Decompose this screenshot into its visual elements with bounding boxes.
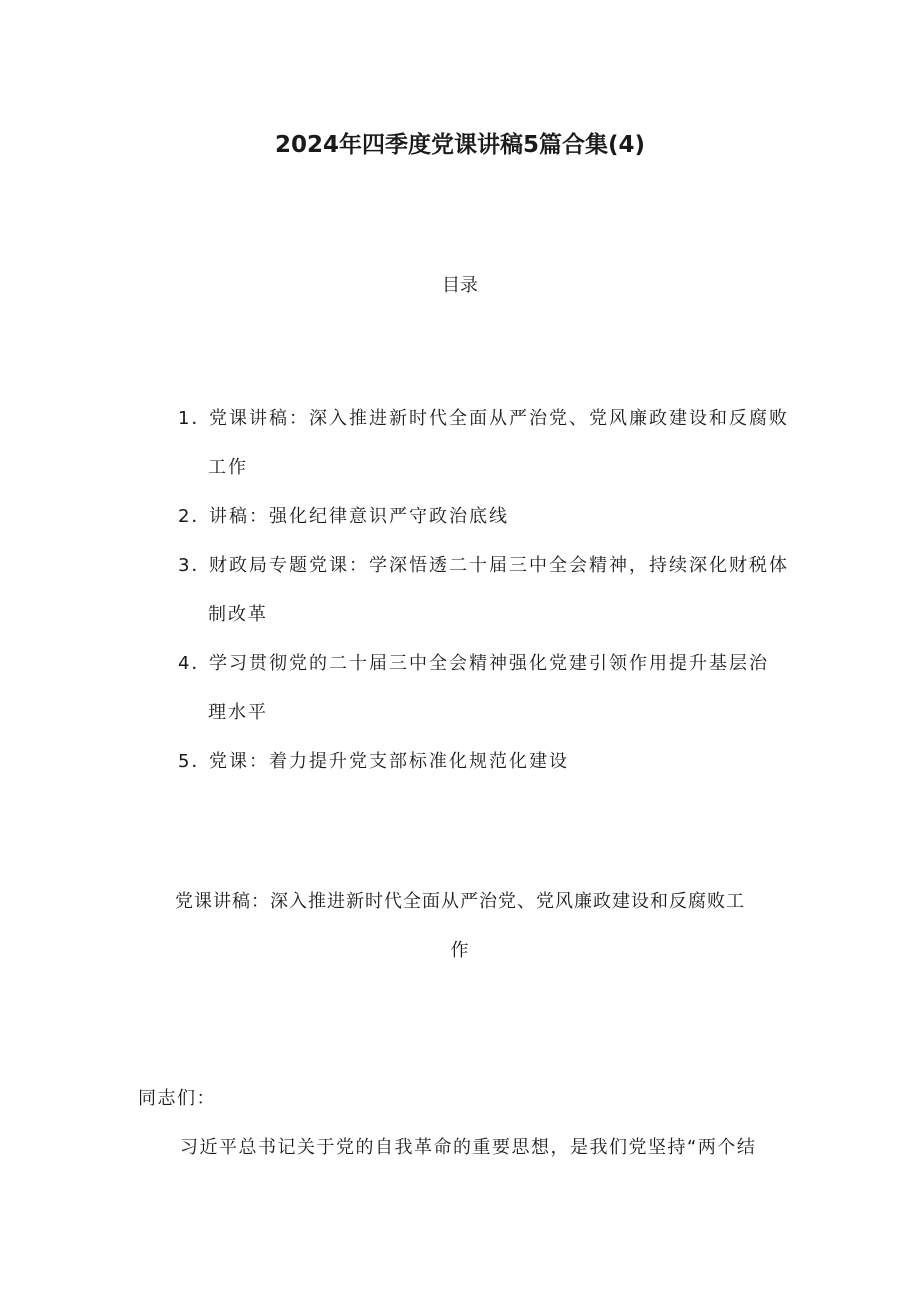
toc-item-text: 党课：着力提升党支部标准化规范化建设 — [209, 751, 569, 772]
toc-item-text: 学习贯彻党的二十届三中全会精神强化党建引领作用提升基层治 — [209, 653, 769, 674]
toc-item-4-continuation: 理水平 — [208, 702, 268, 723]
toc-item-4[interactable] — [178, 653, 769, 675]
toc-item-text: 讲稿：强化纪律意识严守政治底线 — [209, 506, 509, 527]
toc-item-number: 4． — [178, 653, 212, 674]
toc-heading: 目录 — [442, 275, 478, 296]
salutation: 同志们： — [138, 1088, 216, 1109]
toc-item-number: 5． — [178, 751, 212, 772]
section-title-continuation: 作 — [450, 940, 470, 961]
toc-item-number: 2． — [178, 506, 212, 527]
toc-item-text: 财政局专题党课：学深悟透二十届三中全会精神，持续深化财税体 — [209, 555, 789, 576]
toc-item-5[interactable] — [178, 751, 569, 773]
toc-item-2[interactable] — [178, 506, 509, 528]
toc-item-3[interactable] — [178, 555, 789, 577]
section-title: 党课讲稿：深入推进新时代全面从严治党、党风廉政建设和反腐败工 — [175, 891, 745, 912]
document-title: 2024年四季度党课讲稿5篇合集(4) — [274, 132, 646, 158]
toc-item-number: 1． — [178, 408, 212, 429]
toc-item-1[interactable] — [178, 408, 789, 430]
toc-item-text: 党课讲稿：深入推进新时代全面从严治党、党风廉政建设和反腐败 — [209, 408, 789, 429]
toc-item-number: 3． — [178, 555, 212, 576]
body-paragraph: 习近平总书记关于党的自我革命的重要思想，是我们党坚持“两个结 — [180, 1137, 757, 1158]
toc-item-1-continuation: 工作 — [208, 457, 248, 478]
toc-item-3-continuation: 制改革 — [208, 604, 268, 625]
